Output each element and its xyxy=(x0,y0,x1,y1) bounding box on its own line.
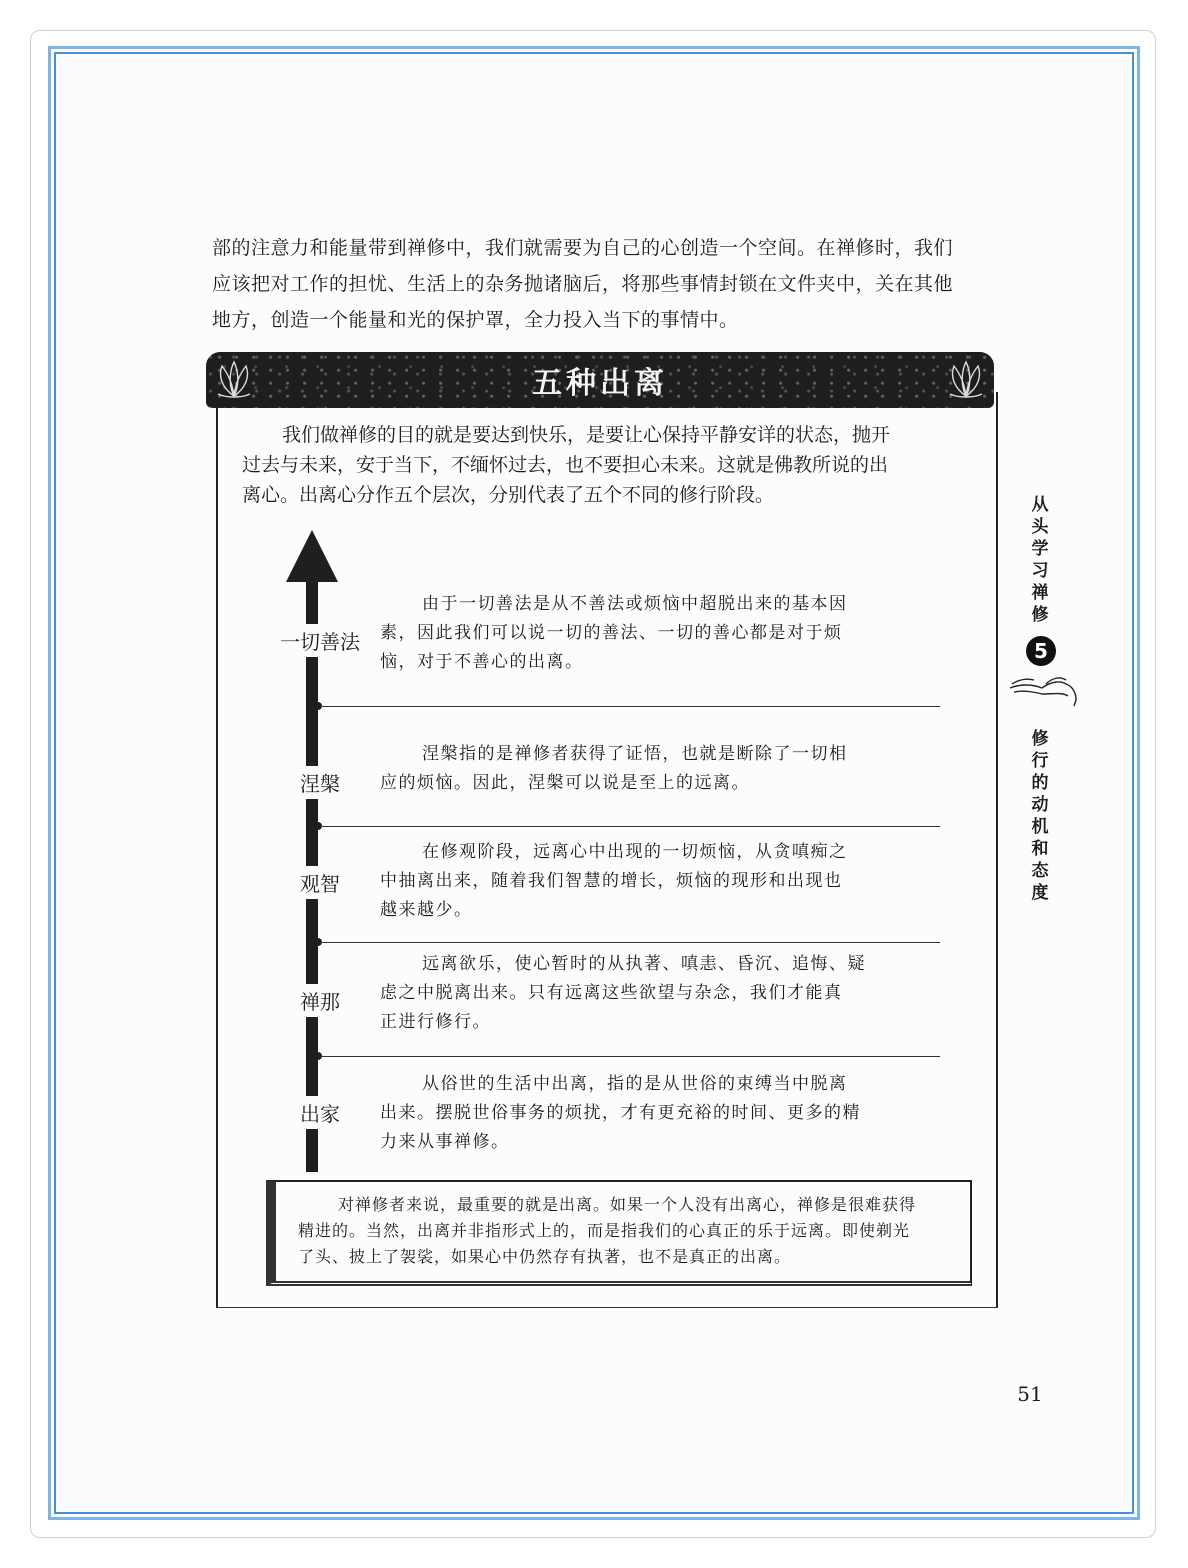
stage-line: 素，因此我们可以说一切的善法、一切的善心都是对于烦 xyxy=(380,623,843,643)
arrow-up-icon xyxy=(286,530,338,582)
stage-line: 在修观阶段，远离心中出现的一切烦恼，从贪嗔痴之 xyxy=(422,842,848,862)
box-intro-line: 我们做禅修的目的就是要达到快乐，是要让心保持平静安详的状态，抛开 xyxy=(282,424,891,446)
note-line: 了头、披上了袈裟，如果心中仍然存有执著，也不是真正的出离。 xyxy=(298,1247,792,1266)
stage-line: 越来越少。 xyxy=(380,900,473,920)
side-tab-text: 从头学习禅修 xyxy=(1031,495,1049,625)
chapter-number-badge: 5 xyxy=(1026,636,1056,666)
stage-description xyxy=(380,1070,900,1157)
box-intro-line: 过去与未来，安于当下，不缅怀过去，也不要担心未来。这就是佛教所说的出 xyxy=(242,454,889,476)
stage-label: 涅槃 xyxy=(280,766,360,799)
intro-line: 地方，创造一个能量和光的保护罩，全力投入当下的事情中。 xyxy=(212,309,739,331)
open-hand-icon xyxy=(1006,672,1080,708)
stage-line: 中抽离出来，随着我们智慧的增长，烦恼的现形和出现也 xyxy=(380,871,843,891)
stage-divider xyxy=(320,942,940,943)
stage-line: 出来。摆脱世俗事务的烦扰，才有更充裕的时间、更多的精 xyxy=(380,1103,861,1123)
box-intro-paragraph xyxy=(242,420,972,510)
stage-label: 出家 xyxy=(280,1096,360,1129)
intro-line: 应该把对工作的担忧、生活上的杂务抛诸脑后，将那些事情封锁在文件夹中，关在其他 xyxy=(212,273,954,295)
stage-divider xyxy=(320,1056,940,1057)
note-line: 精进的。当然，出离并非指形式上的，而是指我们的心真正的乐于远离。即使剃光 xyxy=(298,1221,911,1240)
page-number: 51 xyxy=(1017,1382,1043,1406)
stage-line: 恼，对于不善心的出离。 xyxy=(380,652,584,672)
title-banner xyxy=(206,352,994,408)
stage-line: 应的烦恼。因此，涅槃可以说是至上的远离。 xyxy=(380,773,750,793)
box-title: 五种出离 xyxy=(532,366,668,401)
stage-line: 力来从事禅修。 xyxy=(380,1132,510,1152)
stage-line: 虑之中脱离出来。只有远离这些欲望与杂念，我们才能真 xyxy=(380,983,843,1003)
side-tab-chapter-title xyxy=(1026,728,1054,904)
stage-description xyxy=(380,950,900,1037)
stage-description xyxy=(380,838,900,925)
stage-line: 涅槃指的是禅修者获得了证悟，也就是断除了一切相 xyxy=(422,744,848,764)
stage-label: 禅那 xyxy=(280,984,360,1017)
lotus-icon xyxy=(944,358,988,402)
side-tab-text: 修行的动机和态度 xyxy=(1031,729,1049,903)
stage-line: 正进行修行。 xyxy=(380,1012,491,1032)
stage-line: 从俗世的生活中出离，指的是从世俗的束缚当中脱离 xyxy=(422,1074,848,1094)
box-intro-line: 离心。出离心分作五个层次，分别代表了五个不同的修行阶段。 xyxy=(242,484,775,506)
stage-label: 一切善法 xyxy=(280,624,360,657)
stage-line: 由于一切善法是从不善法或烦恼中超脱出来的基本因 xyxy=(422,594,848,614)
stage-divider xyxy=(320,826,940,827)
intro-line: 部的注意力和能量带到禅修中，我们就需要为自己的心创造一个空间。在禅修时，我们 xyxy=(212,237,954,259)
stage-label: 观智 xyxy=(280,866,360,899)
intro-paragraph xyxy=(212,230,982,338)
note-line: 对禅修者来说，最重要的就是出离。如果一个人没有出离心，禅修是很难获得 xyxy=(338,1195,917,1214)
stage-divider xyxy=(320,706,940,707)
side-tab-book-title xyxy=(1026,494,1054,626)
key-note-box xyxy=(266,1180,972,1286)
stage-line: 远离欲乐，使心暂时的从执著、嗔恚、昏沉、追悔、疑 xyxy=(422,954,866,974)
stage-description xyxy=(380,740,900,798)
stage-description xyxy=(380,590,900,677)
